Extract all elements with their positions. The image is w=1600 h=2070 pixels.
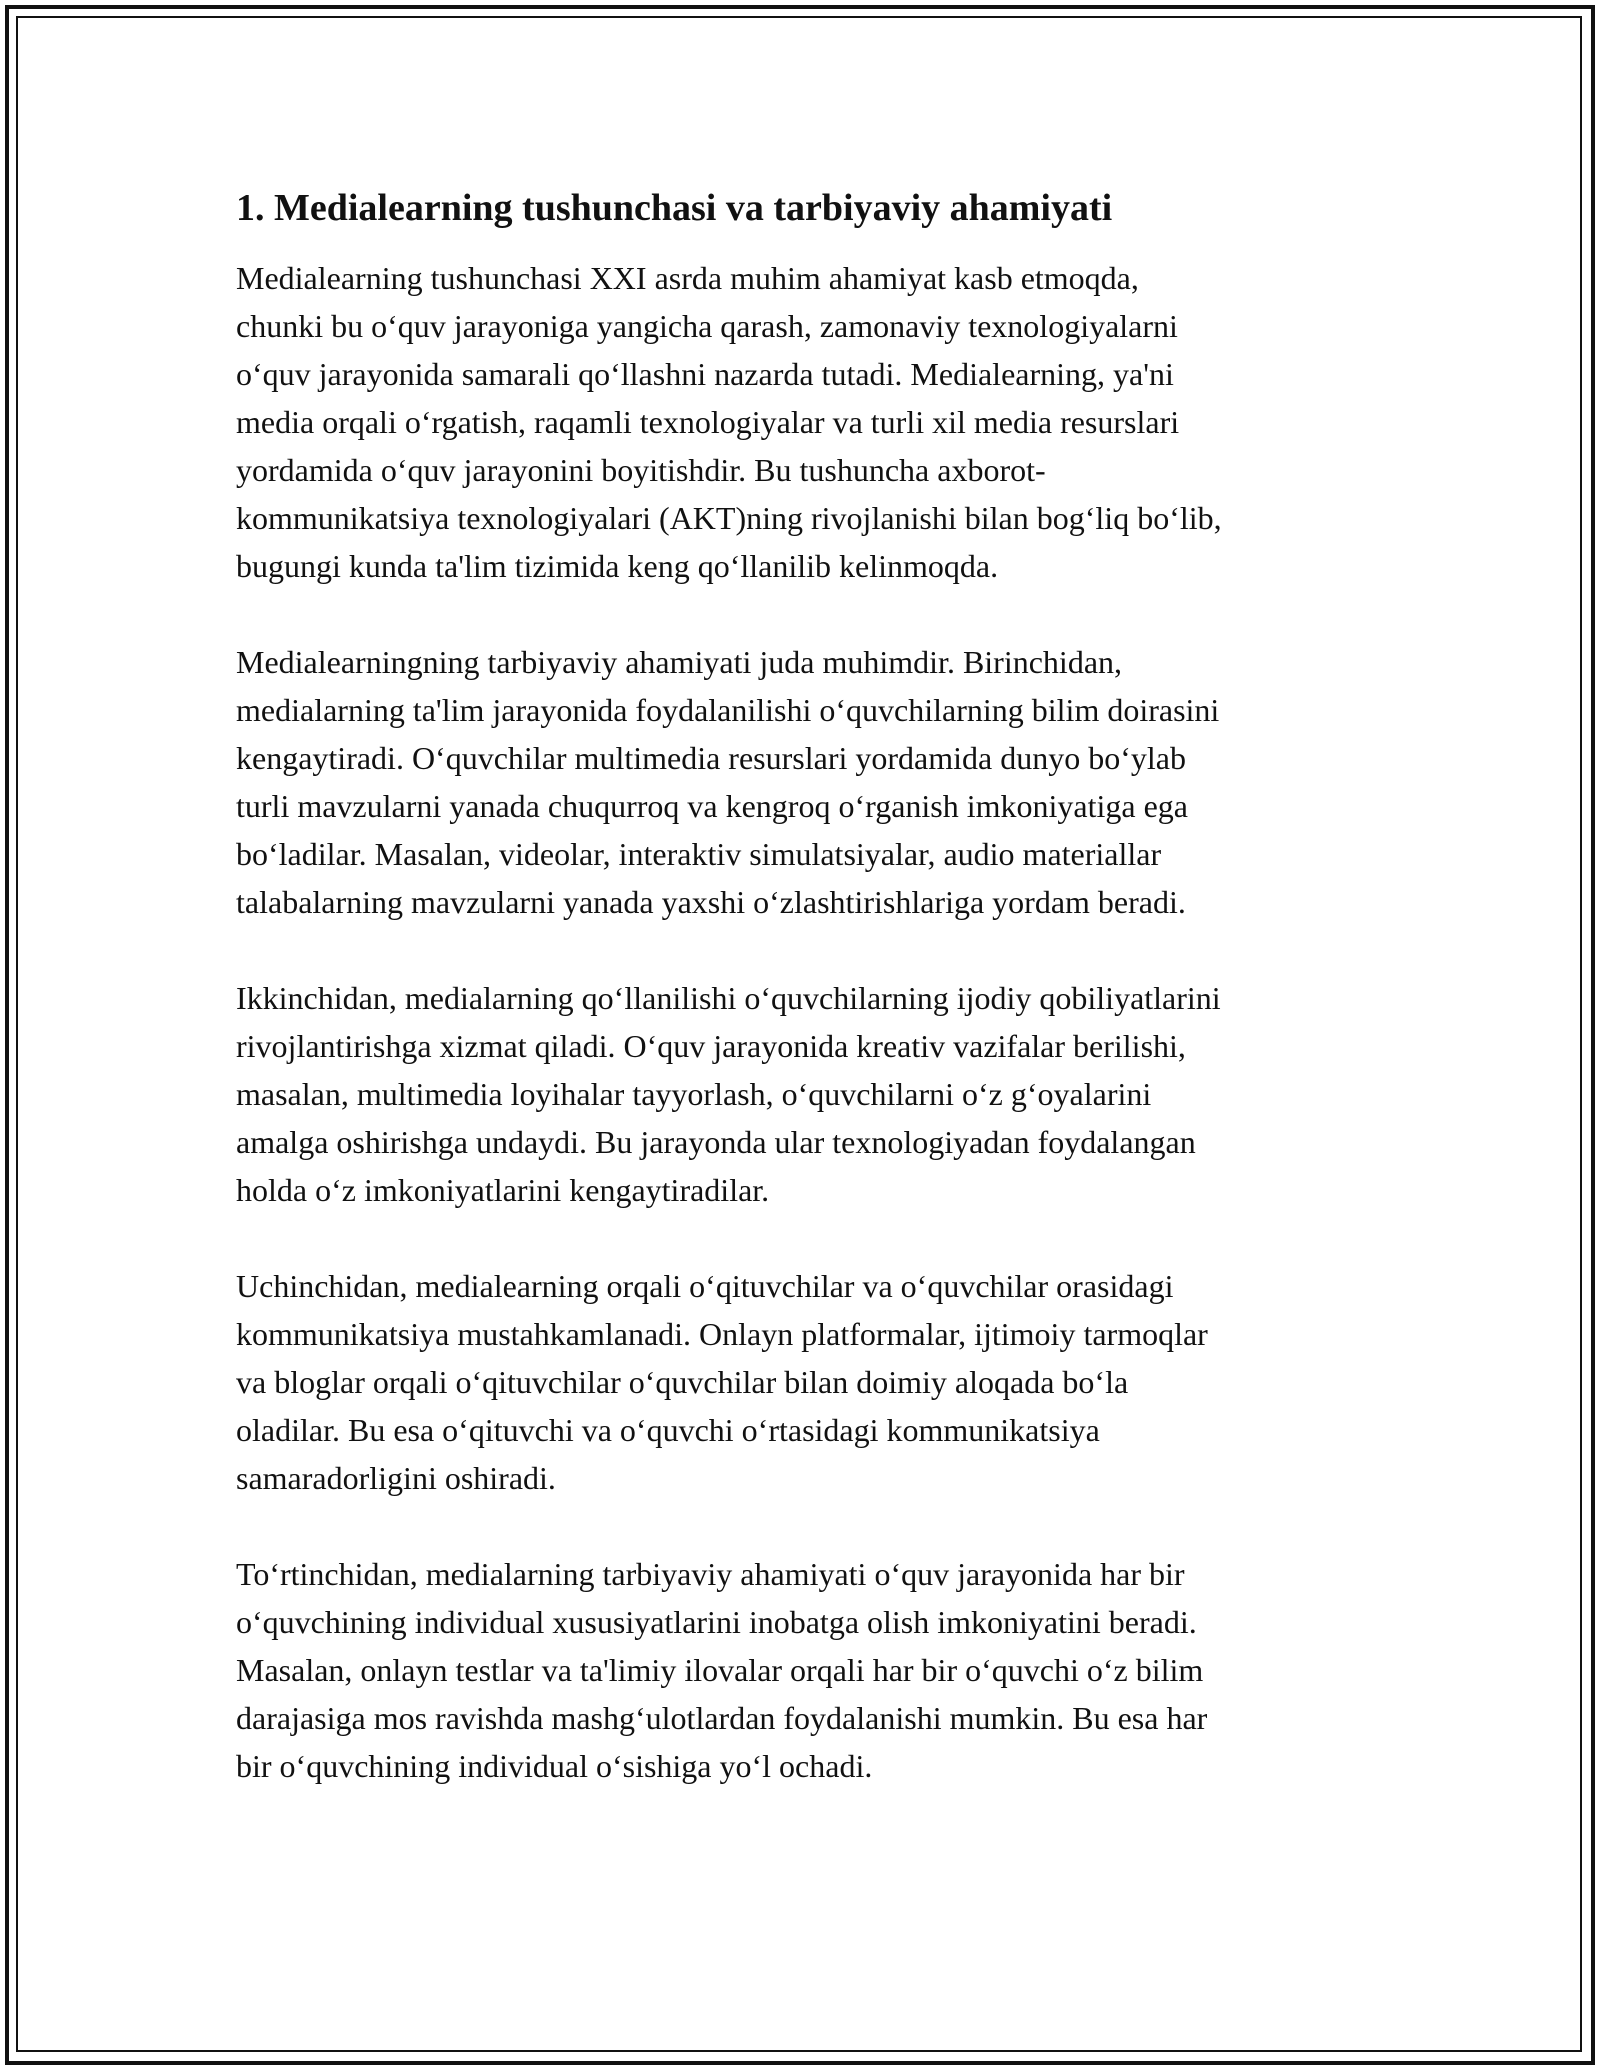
text-line: Ikkinchidan, medialarning qo‘llanilishi o‘quvchilarning ijodiy qobiliyatlarini [236, 980, 1221, 1016]
paragraph-3 [236, 974, 1386, 1214]
text-line: rivojlantirishga xizmat qiladi. O‘quv jarayonida kreativ vazifalar berilishi, [236, 1028, 1186, 1064]
text-line: media orqali o‘rgatish, raqamli texnologiyalar va turli xil media resurslari [236, 404, 1180, 440]
paragraph-2 [236, 638, 1386, 926]
text-line: turli mavzularni yanada chuqurroq va kengroq o‘rganish imkoniyatiga ega [236, 788, 1188, 824]
text-line: oladilar. Bu esa o‘qituvchi va o‘quvchi o‘rtasidagi kommunikatsiya [236, 1412, 1100, 1448]
text-line: Medialearningning tarbiyaviy ahamiyati juda muhimdir. Birinchidan, [236, 644, 1123, 680]
text-line: To‘rtinchidan, medialarning tarbiyaviy ahamiyati o‘quv jarayonida har bir [236, 1556, 1185, 1592]
text-line: o‘quvchining individual xususiyatlarini inobatga olish imkoniyatini beradi. [236, 1604, 1197, 1640]
text-line: o‘quv jarayonida samarali qo‘llashni nazarda tutadi. Medialearning, ya'ni [236, 356, 1174, 392]
text-line: va bloglar orqali o‘qituvchilar o‘quvchilar bilan doimiy aloqada bo‘la [236, 1364, 1129, 1400]
paragraph-4 [236, 1262, 1386, 1502]
text-line: holda o‘z imkoniyatlarini kengaytiradilar. [236, 1172, 770, 1208]
text-line: talabalarning mavzularni yanada yaxshi o‘zlashtirishlariga yordam beradi. [236, 884, 1186, 920]
text-line: amalga oshirishga undaydi. Bu jarayonda ular texnologiyadan foydalangan [236, 1124, 1196, 1160]
text-line: bir o‘quvchining individual o‘sishiga yo‘l ochadi. [236, 1748, 873, 1784]
text-line: Uchinchidan, medialearning orqali o‘qituvchilar va o‘quvchilar orasidagi [236, 1268, 1174, 1304]
paragraph-1 [236, 254, 1386, 590]
text-line: Medialearning tushunchasi XXI asrda muhim ahamiyat kasb etmoqda, [236, 260, 1139, 296]
text-line: samaradorligini oshiradi. [236, 1460, 556, 1496]
text-line: kengaytiradi. O‘quvchilar multimedia resurslari yordamida dunyo bo‘ylab [236, 740, 1186, 776]
text-line: chunki bu o‘quv jarayoniga yangicha qarash, zamonaviy texnologiyalarni [236, 308, 1178, 344]
text-line: darajasiga mos ravishda mashg‘ulotlardan foydalanishi mumkin. Bu esa har [236, 1700, 1208, 1736]
text-line: yordamida o‘quv jarayonini boyitishdir. Bu tushuncha axborot- [236, 452, 1046, 488]
paragraph-5 [236, 1550, 1386, 1790]
text-line: medialarning ta'lim jarayonida foydalanilishi o‘quvchilarning bilim doirasini [236, 692, 1220, 728]
text-line: kommunikatsiya mustahkamlanadi. Onlayn platformalar, ijtimoiy tarmoqlar [236, 1316, 1208, 1352]
document-body [236, 184, 1386, 1838]
text-line: kommunikatsiya texnologiyalari (AKT)ning rivojlanishi bilan bog‘liq bo‘lib, [236, 500, 1222, 536]
text-line: masalan, multimedia loyihalar tayyorlash, o‘quvchilarni o‘z g‘oyalarini [236, 1076, 1152, 1112]
text-line: bugungi kunda ta'lim tizimida keng qo‘llanilib kelinmoqda. [236, 548, 999, 584]
text-line: bo‘ladilar. Masalan, videolar, interaktiv simulatsiyalar, audio materiallar [236, 836, 1162, 872]
text-line: Masalan, onlayn testlar va ta'limiy ilovalar orqali har bir o‘quvchi o‘z bilim [236, 1652, 1204, 1688]
section-heading: 1. Medialearning tushunchasi va tarbiyaviy ahamiyati [236, 187, 1113, 229]
